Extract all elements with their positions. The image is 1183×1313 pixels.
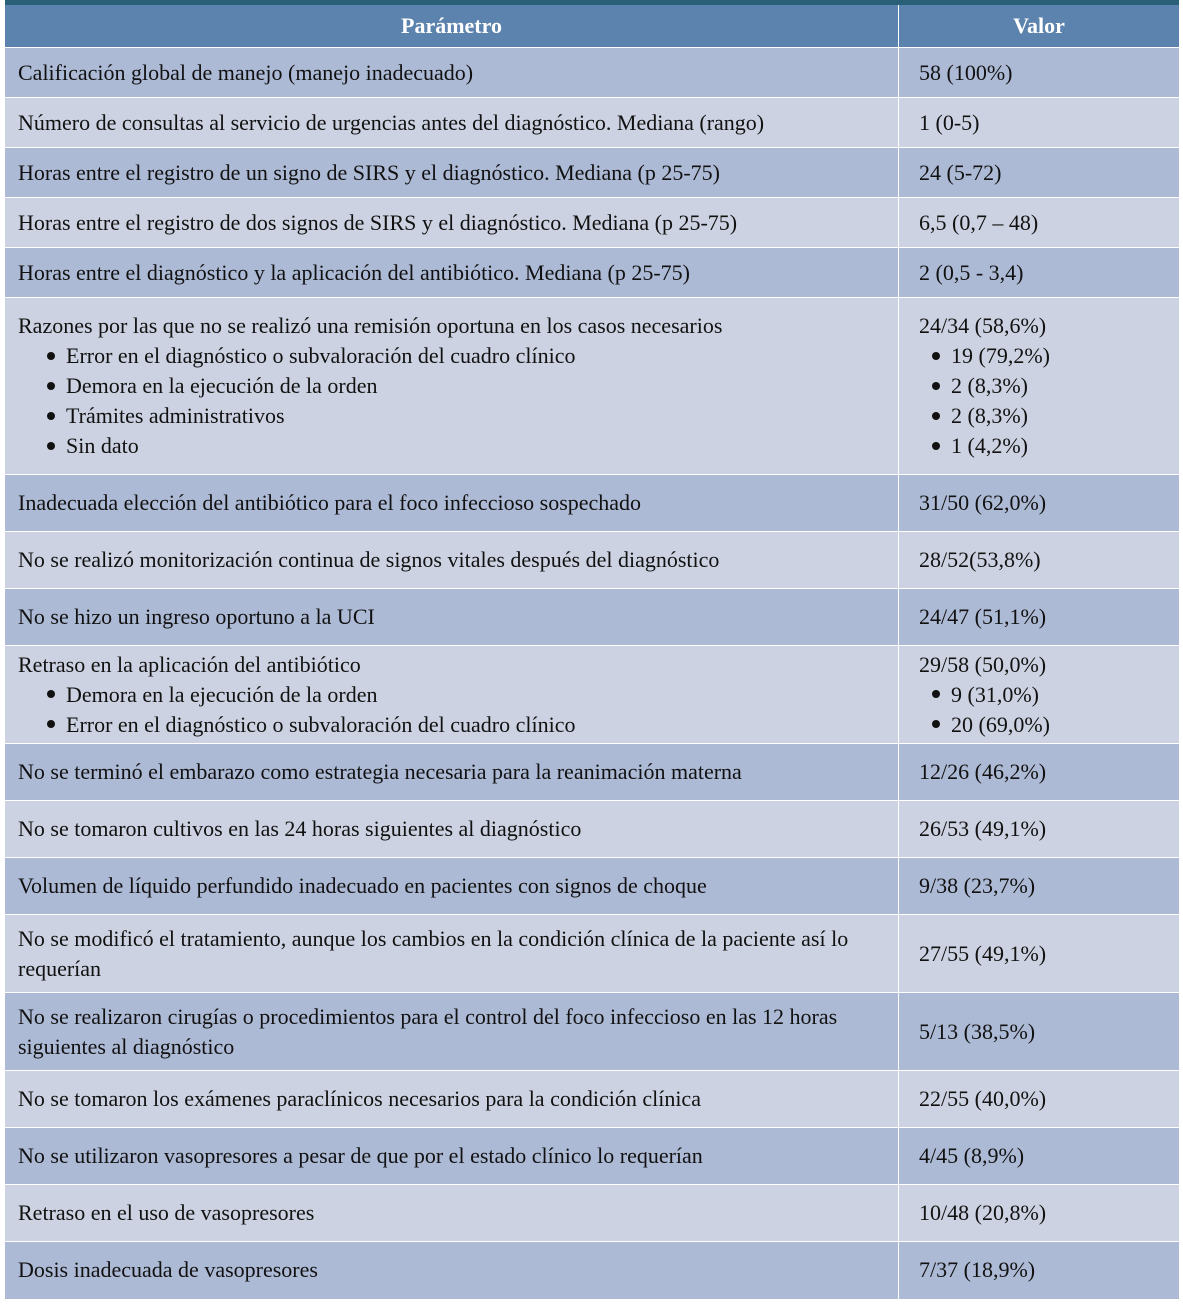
- table-row: [5, 298, 1179, 475]
- list-item: Demora en la ejecución de la orden: [18, 680, 890, 710]
- param-cell: No se realizaron cirugías o procedimientos para el control del foco infeccioso en las 12 horas siguientes al diagnóstico: [5, 993, 899, 1071]
- list-item: 1 (4,2%): [919, 431, 1179, 461]
- table-header-row: [5, 5, 1179, 48]
- value-cell: 22/55 (40,0%): [899, 1071, 1180, 1128]
- list-item: Sin dato: [18, 431, 890, 461]
- sub-list: [919, 680, 1179, 740]
- value-cell: [899, 646, 1180, 744]
- results-table: [5, 5, 1179, 1299]
- bullet-icon: [932, 690, 940, 698]
- list-item: 9 (31,0%): [919, 680, 1179, 710]
- bullet-icon: [932, 720, 940, 728]
- list-item: Trámites administrativos: [18, 401, 890, 431]
- list-item: 19 (79,2%): [919, 341, 1179, 371]
- value-cell: 27/55 (49,1%): [899, 915, 1180, 993]
- param-cell: Inadecuada elección del antibiótico para el foco infeccioso sospechado: [5, 475, 899, 532]
- table-row: [5, 858, 1179, 915]
- sub-list: [18, 341, 890, 461]
- value-cell: 4/45 (8,9%): [899, 1128, 1180, 1185]
- param-cell: No se tomaron los exámenes paraclínicos necesarios para la condición clínica: [5, 1071, 899, 1128]
- param-cell: Calificación global de manejo (manejo inadecuado): [5, 48, 899, 98]
- param-cell: No se terminó el embarazo como estrategia necesaria para la reanimación materna: [5, 744, 899, 801]
- list-item: 20 (69,0%): [919, 710, 1179, 740]
- param-cell: No se utilizaron vasopresores a pesar de que por el estado clínico lo requerían: [5, 1128, 899, 1185]
- table-row: [5, 589, 1179, 646]
- value-cell: 31/50 (62,0%): [899, 475, 1180, 532]
- bullet-icon: [47, 412, 55, 420]
- value-cell: 12/26 (46,2%): [899, 744, 1180, 801]
- table-row: [5, 744, 1179, 801]
- value-cell: 26/53 (49,1%): [899, 801, 1180, 858]
- sub-list: [18, 680, 890, 740]
- table-row: [5, 1071, 1179, 1128]
- value-text: 29/58 (50,0%): [919, 651, 1047, 677]
- param-cell: No se tomaron cultivos en las 24 horas siguientes al diagnóstico: [5, 801, 899, 858]
- bullet-icon: [932, 352, 940, 360]
- table-row: [5, 532, 1179, 589]
- table-row: [5, 248, 1179, 298]
- param-cell: Volumen de líquido perfundido inadecuado en pacientes con signos de choque: [5, 858, 899, 915]
- value-cell: 24/47 (51,1%): [899, 589, 1180, 646]
- bullet-icon: [47, 382, 55, 390]
- list-item: Error en el diagnóstico o subvaloración del cuadro clínico: [18, 341, 890, 371]
- table-row: [5, 993, 1179, 1071]
- table-row: [5, 98, 1179, 148]
- value-cell: 6,5 (0,7 – 48): [899, 198, 1180, 248]
- value-cell: 10/48 (20,8%): [899, 1185, 1180, 1242]
- bullet-icon: [47, 442, 55, 450]
- bullet-icon: [47, 720, 55, 728]
- value-cell: 2 (0,5 - 3,4): [899, 248, 1180, 298]
- value-cell: 24 (5-72): [899, 148, 1180, 198]
- param-cell: Dosis inadecuada de vasopresores: [5, 1242, 899, 1299]
- value-cell: 28/52(53,8%): [899, 532, 1180, 589]
- param-text: Razones por las que no se realizó una remisión oportuna en los casos necesarios: [18, 313, 723, 338]
- value-cell: 58 (100%): [899, 48, 1180, 98]
- table-row: [5, 198, 1179, 248]
- value-cell: 7/37 (18,9%): [899, 1242, 1180, 1299]
- table-row: [5, 48, 1179, 98]
- param-cell: Retraso en el uso de vasopresores: [5, 1185, 899, 1242]
- header-parametro: Parámetro: [5, 5, 899, 48]
- bullet-icon: [932, 442, 940, 450]
- param-cell: No se realizó monitorización continua de signos vitales después del diagnóstico: [5, 532, 899, 589]
- param-text: Retraso en la aplicación del antibiótico: [18, 651, 361, 677]
- table-row: [5, 1242, 1179, 1299]
- value-text: 24/34 (58,6%): [919, 313, 1047, 338]
- table-row: [5, 801, 1179, 858]
- list-item: Demora en la ejecución de la orden: [18, 371, 890, 401]
- table-row: [5, 915, 1179, 993]
- param-cell: Horas entre el registro de dos signos de SIRS y el diagnóstico. Mediana (p 25-75): [5, 198, 899, 248]
- value-cell: 9/38 (23,7%): [899, 858, 1180, 915]
- list-item: 2 (8,3%): [919, 371, 1179, 401]
- param-cell: Número de consultas al servicio de urgencias antes del diagnóstico. Mediana (rango): [5, 98, 899, 148]
- value-cell: 5/13 (38,5%): [899, 993, 1180, 1071]
- value-cell: 1 (0-5): [899, 98, 1180, 148]
- bullet-icon: [932, 412, 940, 420]
- value-cell: [899, 298, 1180, 475]
- table-row: [5, 1128, 1179, 1185]
- bullet-icon: [932, 382, 940, 390]
- table-row: [5, 148, 1179, 198]
- param-cell: No se hizo un ingreso oportuno a la UCI: [5, 589, 899, 646]
- table-row: [5, 646, 1179, 744]
- param-cell: [5, 298, 899, 475]
- table-row: [5, 475, 1179, 532]
- table-row: [5, 1185, 1179, 1242]
- param-cell: Horas entre el registro de un signo de SIRS y el diagnóstico. Mediana (p 25-75): [5, 148, 899, 198]
- header-valor: Valor: [899, 5, 1180, 48]
- list-item: 2 (8,3%): [919, 401, 1179, 431]
- list-item: Error en el diagnóstico o subvaloración del cuadro clínico: [18, 710, 890, 740]
- sub-list: [919, 341, 1179, 461]
- param-cell: [5, 646, 899, 744]
- bullet-icon: [47, 690, 55, 698]
- bullet-icon: [47, 352, 55, 360]
- param-cell: Horas entre el diagnóstico y la aplicación del antibiótico. Mediana (p 25-75): [5, 248, 899, 298]
- results-table-container: [5, 0, 1179, 1299]
- param-cell: No se modificó el tratamiento, aunque los cambios en la condición clínica de la paciente así lo requerían: [5, 915, 899, 993]
